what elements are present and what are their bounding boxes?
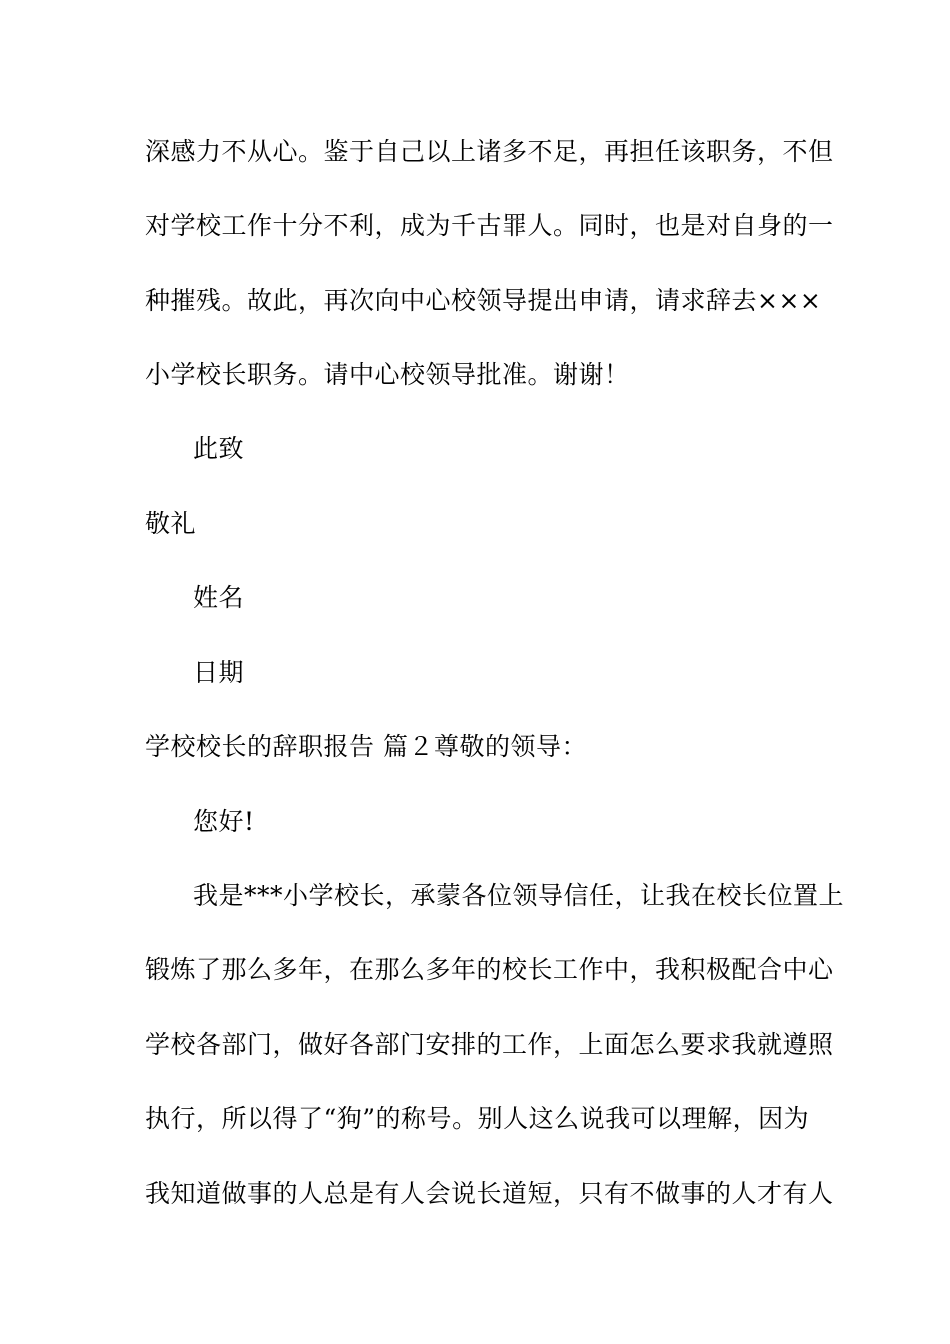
paragraph-line: 执行，所以得了“狗”的称号。别人这么说我可以理解，因为 <box>145 1104 810 1133</box>
closing-regards: 敬礼 <box>145 509 197 538</box>
paragraph-line: 我知道做事的人总是有人会说长道短，只有不做事的人才有人 <box>145 1179 834 1208</box>
section-heading: 学校校长的辞职报告 篇２尊敬的领导： <box>145 732 587 761</box>
closing-salutation: 此致 <box>193 434 245 463</box>
signature-date: 日期 <box>193 658 245 687</box>
paragraph-line: 对学校工作十分不利，成为千古罪人。同时，也是对自身的一 <box>145 211 834 240</box>
signature-name: 姓名 <box>193 583 245 612</box>
paragraph-line: 锻炼了那么多年，在那么多年的校长工作中，我积极配合中心 <box>145 955 834 984</box>
paragraph-line: 小学校长职务。请中心校领导批准。谢谢！ <box>145 360 630 389</box>
paragraph-line: 种摧残。故此，再次向中心校领导提出申请，请求辞去××× <box>145 286 822 315</box>
paragraph-line: 学校各部门，做好各部门安排的工作，上面怎么要求我就遵照 <box>145 1030 834 1059</box>
paragraph-line: 我是***小学校长，承蒙各位领导信任，让我在校长位置上 <box>193 881 845 910</box>
paragraph-line: 深感力不从心。鉴于自己以上诸多不足，再担任该职务，不但 <box>145 137 834 166</box>
greeting: 您好! <box>193 807 255 836</box>
